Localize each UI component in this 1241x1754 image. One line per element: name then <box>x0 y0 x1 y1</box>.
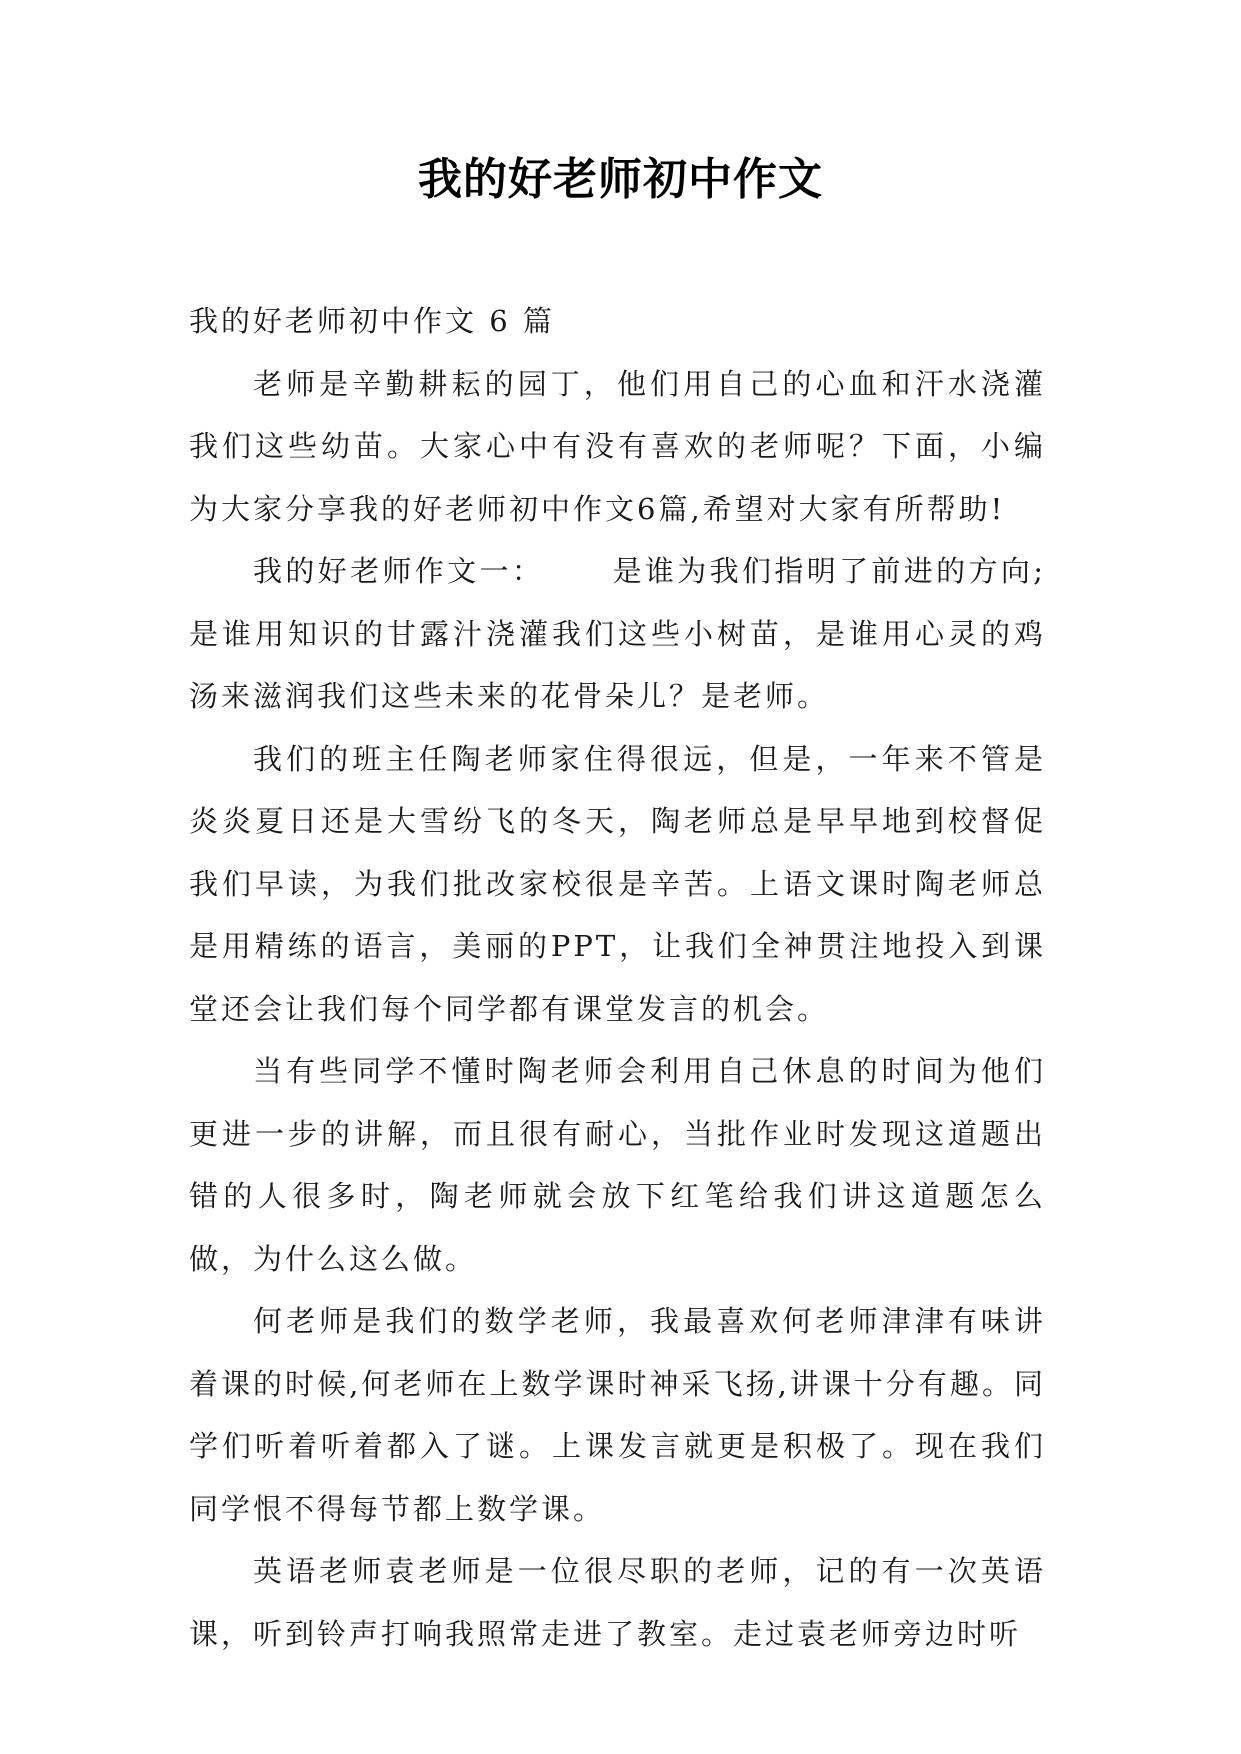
paragraph-math-teacher: 何老师是我们的数学老师，我最喜欢何老师津津有味讲着课的时候,何老师在上数学课时神采飞扬,讲课十分有趣。同学们听着听着都入了谜。上课发言就更是积极了。现在我们同学恨不得每节都上数学课。 <box>189 1304 1046 1526</box>
document-subtitle: 我的好老师初中作文 6 篇 <box>189 304 555 338</box>
essay-one-paragraph <box>189 540 1046 728</box>
essay-one-text: 是谁为我们指明了前进的方向;是谁用知识的甘露汁浇灌我们这些小树苗，是谁用心灵的鸡汤来滋润我们这些未来的花骨朵儿？是老师。 <box>189 554 1046 713</box>
document-title: 我的好老师初中作文 <box>418 154 823 205</box>
essay-one-heading: 我的好老师作文一： <box>253 554 545 588</box>
paragraph-english-teacher: 英语老师袁老师是一位很尽职的老师，记的有一次英语课，听到铃声打响我照常走进了教室。走过袁老师旁边时听 <box>189 1554 1046 1651</box>
paragraph-patience: 当有些同学不懂时陶老师会利用自己休息的时间为他们更进一步的讲解，而且很有耐心，当批作业时发现这道题出错的人很多时，陶老师就会放下红笔给我们讲这道题怎么做，为什么这么做。 <box>189 1054 1046 1276</box>
document-body <box>189 290 1046 1665</box>
intro-paragraph: 老师是辛勤耕耘的园丁，他们用自己的心血和汗水浇灌我们这些幼苗。大家心中有没有喜欢的老师呢？下面，小编为大家分享我的好老师初中作文6篇,希望对大家有所帮助! <box>189 366 1046 526</box>
paragraph-class-teacher: 我们的班主任陶老师家住得很远，但是，一年来不管是炎炎夏日还是大雪纷飞的冬天，陶老师总是早早地到校督促我们早读，为我们批改家校很是辛苦。上语文课时陶老师总是用精练的语言，美丽的PPT，让我们全神贯注地投入到课堂还会让我们每个同学都有课堂发言的机会。 <box>189 741 1046 1026</box>
